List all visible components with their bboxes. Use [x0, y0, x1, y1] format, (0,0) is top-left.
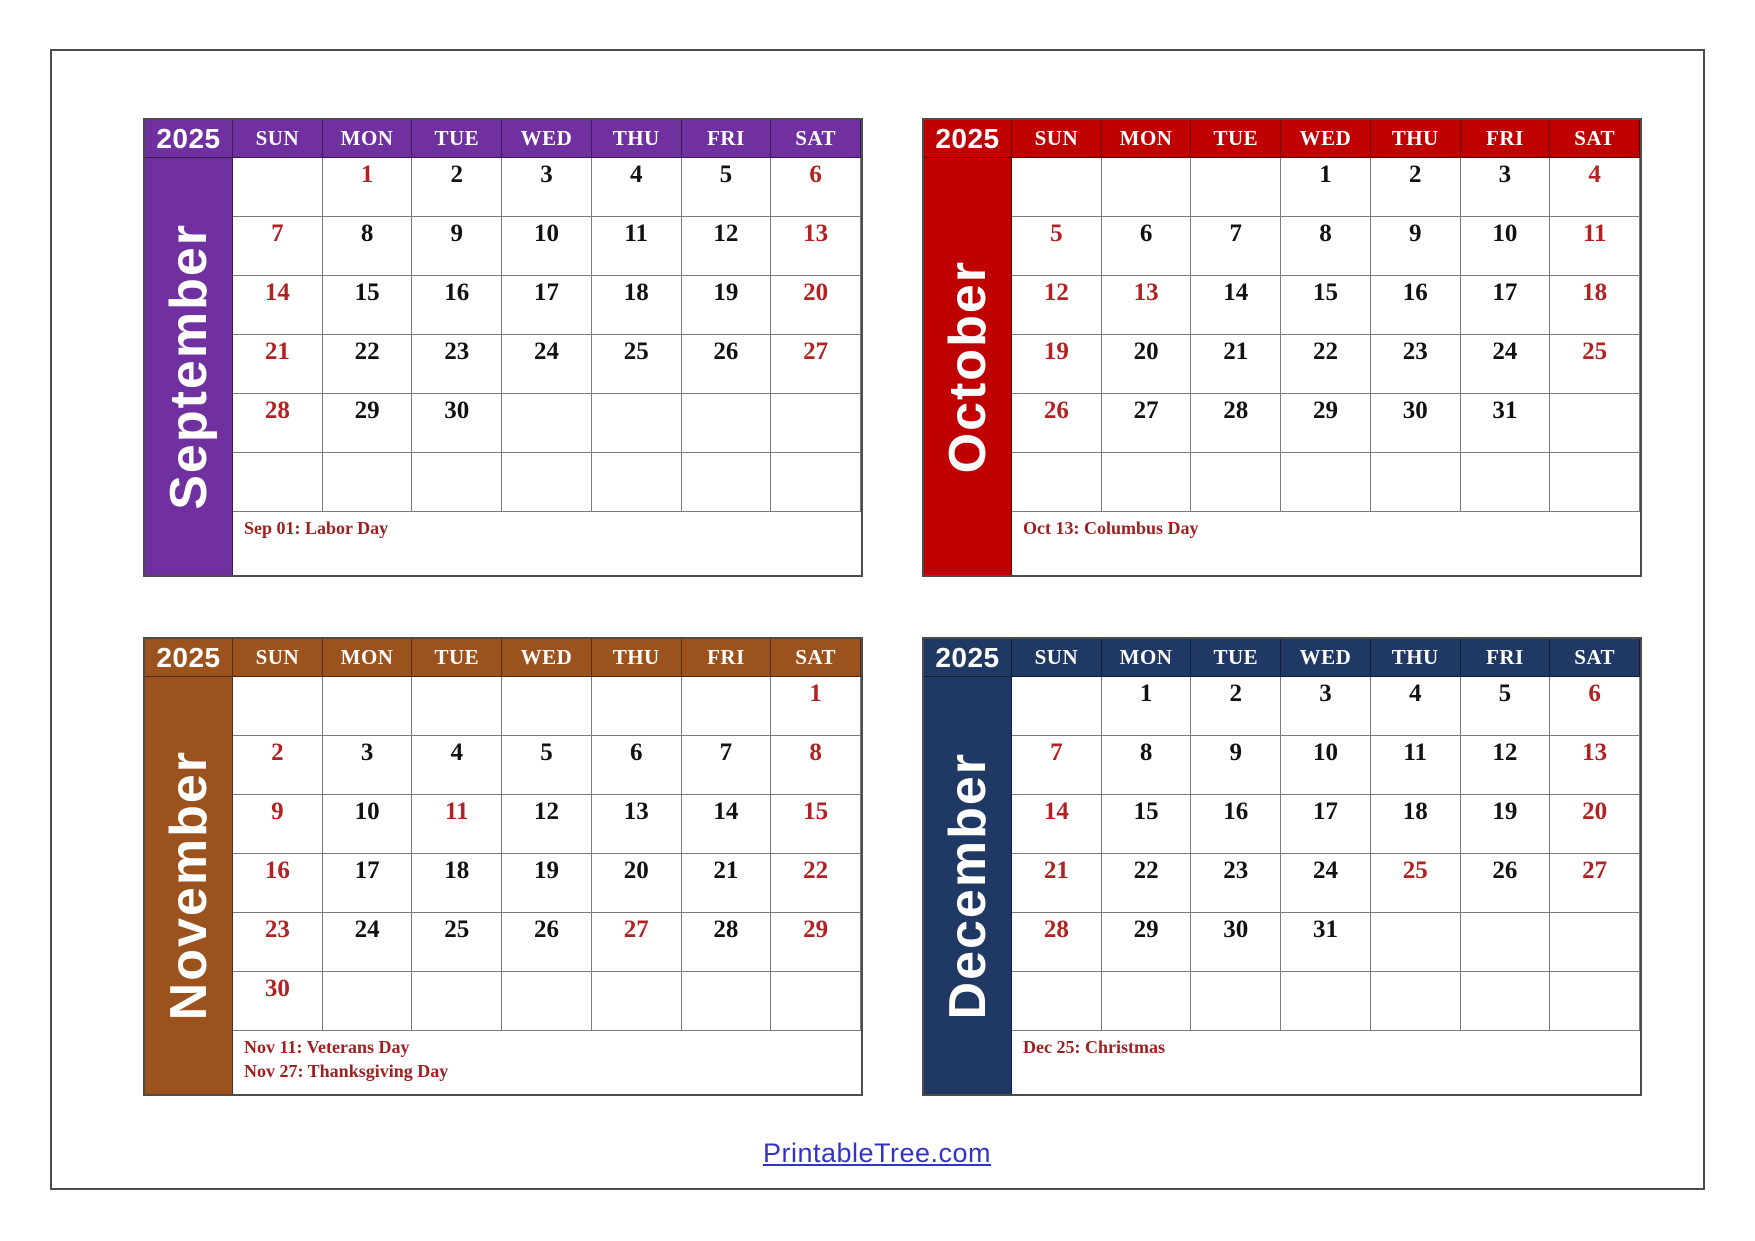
- empty-date-cell: [1191, 158, 1281, 217]
- date-cell-december-28: 28: [1012, 913, 1102, 972]
- date-cell-september-24: 24: [502, 335, 592, 394]
- empty-date-cell: [502, 453, 592, 512]
- date-cell-november-8: 8: [771, 736, 861, 795]
- date-cell-september-3: 3: [502, 158, 592, 217]
- day-header-sat: SAT: [771, 120, 861, 158]
- month-name-label: November: [159, 750, 218, 1021]
- date-cell-october-9: 9: [1371, 217, 1461, 276]
- date-cell-december-18: 18: [1371, 795, 1461, 854]
- date-cell-september-10: 10: [502, 217, 592, 276]
- date-cell-october-4: 4: [1550, 158, 1640, 217]
- date-cell-october-11: 11: [1550, 217, 1640, 276]
- date-cell-september-15: 15: [323, 276, 413, 335]
- empty-date-cell: [1371, 913, 1461, 972]
- empty-date-cell: [323, 972, 413, 1031]
- date-cell-september-28: 28: [233, 394, 323, 453]
- holiday-note: Nov 27: Thanksgiving Day: [244, 1060, 449, 1081]
- day-header-thu: THU: [592, 639, 682, 677]
- empty-date-cell: [592, 453, 682, 512]
- day-header-wed: WED: [1281, 120, 1371, 158]
- holiday-note: Sep 01: Labor Day: [244, 518, 389, 538]
- date-cell-november-27: 27: [592, 913, 682, 972]
- date-cell-september-23: 23: [412, 335, 502, 394]
- day-header-tue: TUE: [412, 120, 502, 158]
- date-cell-december-21: 21: [1012, 854, 1102, 913]
- date-cell-december-8: 8: [1102, 736, 1192, 795]
- date-cell-december-4: 4: [1371, 677, 1461, 736]
- day-header-fri: FRI: [682, 120, 772, 158]
- date-cell-october-1: 1: [1281, 158, 1371, 217]
- date-cell-october-16: 16: [1371, 276, 1461, 335]
- empty-date-cell: [771, 394, 861, 453]
- date-cell-december-11: 11: [1371, 736, 1461, 795]
- date-cell-october-3: 3: [1461, 158, 1551, 217]
- date-cell-december-16: 16: [1191, 795, 1281, 854]
- date-cell-november-11: 11: [412, 795, 502, 854]
- date-cell-december-29: 29: [1102, 913, 1192, 972]
- day-header-sun: SUN: [233, 120, 323, 158]
- month-sidebar-september: [145, 158, 233, 575]
- date-cell-december-26: 26: [1461, 854, 1551, 913]
- empty-date-cell: [1012, 677, 1102, 736]
- day-header-tue: TUE: [1191, 639, 1281, 677]
- year-badge-december: 2025: [924, 639, 1012, 677]
- date-cell-october-12: 12: [1012, 276, 1102, 335]
- date-cell-october-19: 19: [1012, 335, 1102, 394]
- date-cell-october-18: 18: [1550, 276, 1640, 335]
- empty-date-cell: [323, 453, 413, 512]
- calendar-december: [922, 637, 1642, 1096]
- date-cell-october-7: 7: [1191, 217, 1281, 276]
- empty-date-cell: [1371, 972, 1461, 1031]
- date-cell-october-24: 24: [1461, 335, 1551, 394]
- empty-date-cell: [412, 972, 502, 1031]
- date-cell-september-14: 14: [233, 276, 323, 335]
- holiday-note: Dec 25: Christmas: [1023, 1037, 1165, 1057]
- empty-date-cell: [233, 677, 323, 736]
- date-cell-november-29: 29: [771, 913, 861, 972]
- empty-date-cell: [682, 394, 772, 453]
- holiday-area-november: [233, 1031, 861, 1094]
- empty-date-cell: [1281, 453, 1371, 512]
- empty-date-cell: [323, 677, 413, 736]
- empty-date-cell: [1102, 158, 1192, 217]
- empty-date-cell: [502, 394, 592, 453]
- month-name-label: September: [159, 223, 218, 510]
- date-cell-september-19: 19: [682, 276, 772, 335]
- empty-date-cell: [502, 972, 592, 1031]
- holiday-area-december: [1012, 1031, 1640, 1094]
- date-cell-october-10: 10: [1461, 217, 1551, 276]
- date-cell-december-14: 14: [1012, 795, 1102, 854]
- date-cell-october-5: 5: [1012, 217, 1102, 276]
- empty-date-cell: [1191, 453, 1281, 512]
- empty-date-cell: [682, 453, 772, 512]
- date-cell-october-28: 28: [1191, 394, 1281, 453]
- empty-date-cell: [1461, 453, 1551, 512]
- date-cell-november-16: 16: [233, 854, 323, 913]
- day-header-wed: WED: [1281, 639, 1371, 677]
- holiday-area-october: [1012, 512, 1640, 575]
- date-cell-september-26: 26: [682, 335, 772, 394]
- empty-date-cell: [1550, 453, 1640, 512]
- date-cell-november-6: 6: [592, 736, 682, 795]
- empty-date-cell: [592, 394, 682, 453]
- empty-date-cell: [771, 972, 861, 1031]
- year-badge-october: 2025: [924, 120, 1012, 158]
- empty-date-cell: [233, 453, 323, 512]
- date-cell-december-3: 3: [1281, 677, 1371, 736]
- date-cell-november-26: 26: [502, 913, 592, 972]
- day-header-thu: THU: [592, 120, 682, 158]
- empty-date-cell: [1461, 972, 1551, 1031]
- date-cell-november-2: 2: [233, 736, 323, 795]
- day-header-thu: THU: [1371, 120, 1461, 158]
- date-cell-december-20: 20: [1550, 795, 1640, 854]
- date-cell-october-15: 15: [1281, 276, 1371, 335]
- date-cell-november-22: 22: [771, 854, 861, 913]
- date-cell-september-2: 2: [412, 158, 502, 217]
- date-cell-november-13: 13: [592, 795, 682, 854]
- empty-date-cell: [592, 677, 682, 736]
- date-cell-december-6: 6: [1550, 677, 1640, 736]
- date-cell-september-6: 6: [771, 158, 861, 217]
- date-cell-november-4: 4: [412, 736, 502, 795]
- holiday-note: Oct 13: Columbus Day: [1023, 518, 1199, 538]
- footer-link[interactable]: PrintableTree.com: [762, 1138, 992, 1168]
- date-cell-november-24: 24: [323, 913, 413, 972]
- date-cell-november-9: 9: [233, 795, 323, 854]
- day-header-fri: FRI: [1461, 120, 1551, 158]
- date-cell-october-13: 13: [1102, 276, 1192, 335]
- date-cell-october-6: 6: [1102, 217, 1192, 276]
- date-cell-december-22: 22: [1102, 854, 1192, 913]
- date-cell-december-23: 23: [1191, 854, 1281, 913]
- date-cell-september-9: 9: [412, 217, 502, 276]
- month-sidebar-october: [924, 158, 1012, 575]
- date-cell-september-27: 27: [771, 335, 861, 394]
- date-cell-november-23: 23: [233, 913, 323, 972]
- date-cell-september-30: 30: [412, 394, 502, 453]
- empty-date-cell: [1102, 453, 1192, 512]
- date-cell-december-5: 5: [1461, 677, 1551, 736]
- date-cell-december-24: 24: [1281, 854, 1371, 913]
- month-sidebar-december: [924, 677, 1012, 1094]
- date-cell-september-13: 13: [771, 217, 861, 276]
- date-cell-november-25: 25: [412, 913, 502, 972]
- date-cell-november-18: 18: [412, 854, 502, 913]
- day-header-sat: SAT: [771, 639, 861, 677]
- date-cell-september-12: 12: [682, 217, 772, 276]
- date-cell-october-27: 27: [1102, 394, 1192, 453]
- date-cell-october-26: 26: [1012, 394, 1102, 453]
- date-cell-december-17: 17: [1281, 795, 1371, 854]
- date-cell-september-17: 17: [502, 276, 592, 335]
- empty-date-cell: [1281, 972, 1371, 1031]
- date-cell-november-1: 1: [771, 677, 861, 736]
- empty-date-cell: [1191, 972, 1281, 1031]
- day-header-sun: SUN: [233, 639, 323, 677]
- date-cell-october-30: 30: [1371, 394, 1461, 453]
- empty-date-cell: [682, 972, 772, 1031]
- month-name-label: December: [938, 751, 997, 1020]
- day-header-tue: TUE: [1191, 120, 1281, 158]
- empty-date-cell: [1012, 453, 1102, 512]
- date-cell-september-22: 22: [323, 335, 413, 394]
- calendar-september: [143, 118, 863, 577]
- calendar-october: [922, 118, 1642, 577]
- empty-date-cell: [502, 677, 592, 736]
- date-cell-october-22: 22: [1281, 335, 1371, 394]
- date-cell-december-12: 12: [1461, 736, 1551, 795]
- date-cell-december-27: 27: [1550, 854, 1640, 913]
- date-cell-september-8: 8: [323, 217, 413, 276]
- holiday-note: Nov 11: Veterans Day: [244, 1037, 410, 1057]
- day-header-mon: MON: [323, 120, 413, 158]
- day-header-fri: FRI: [682, 639, 772, 677]
- date-cell-november-7: 7: [682, 736, 772, 795]
- date-cell-october-29: 29: [1281, 394, 1371, 453]
- date-cell-november-19: 19: [502, 854, 592, 913]
- date-cell-october-8: 8: [1281, 217, 1371, 276]
- date-cell-october-31: 31: [1461, 394, 1551, 453]
- date-cell-november-21: 21: [682, 854, 772, 913]
- date-cell-november-28: 28: [682, 913, 772, 972]
- empty-date-cell: [771, 453, 861, 512]
- date-cell-december-13: 13: [1550, 736, 1640, 795]
- empty-date-cell: [1102, 972, 1192, 1031]
- day-header-wed: WED: [502, 639, 592, 677]
- date-cell-september-7: 7: [233, 217, 323, 276]
- date-cell-november-12: 12: [502, 795, 592, 854]
- empty-date-cell: [1461, 913, 1551, 972]
- empty-date-cell: [1012, 158, 1102, 217]
- date-cell-november-14: 14: [682, 795, 772, 854]
- month-name-label: October: [938, 259, 997, 474]
- empty-date-cell: [682, 677, 772, 736]
- date-cell-september-1: 1: [323, 158, 413, 217]
- date-cell-october-2: 2: [1371, 158, 1461, 217]
- date-cell-december-9: 9: [1191, 736, 1281, 795]
- day-header-mon: MON: [1102, 639, 1192, 677]
- day-header-mon: MON: [323, 639, 413, 677]
- date-cell-november-3: 3: [323, 736, 413, 795]
- empty-date-cell: [233, 158, 323, 217]
- day-header-thu: THU: [1371, 639, 1461, 677]
- empty-date-cell: [1550, 972, 1640, 1031]
- date-cell-december-15: 15: [1102, 795, 1192, 854]
- day-header-mon: MON: [1102, 120, 1192, 158]
- day-header-sat: SAT: [1550, 639, 1640, 677]
- day-header-wed: WED: [502, 120, 592, 158]
- day-header-sat: SAT: [1550, 120, 1640, 158]
- empty-date-cell: [1550, 913, 1640, 972]
- holiday-area-september: [233, 512, 861, 575]
- date-cell-september-11: 11: [592, 217, 682, 276]
- date-cell-november-30: 30: [233, 972, 323, 1031]
- empty-date-cell: [1550, 394, 1640, 453]
- date-cell-september-21: 21: [233, 335, 323, 394]
- date-cell-december-10: 10: [1281, 736, 1371, 795]
- date-cell-september-29: 29: [323, 394, 413, 453]
- empty-date-cell: [412, 453, 502, 512]
- date-cell-december-1: 1: [1102, 677, 1192, 736]
- date-cell-september-5: 5: [682, 158, 772, 217]
- date-cell-september-4: 4: [592, 158, 682, 217]
- date-cell-october-20: 20: [1102, 335, 1192, 394]
- year-badge-november: 2025: [145, 639, 233, 677]
- date-cell-november-15: 15: [771, 795, 861, 854]
- day-header-fri: FRI: [1461, 639, 1551, 677]
- date-cell-december-30: 30: [1191, 913, 1281, 972]
- date-cell-december-2: 2: [1191, 677, 1281, 736]
- empty-date-cell: [1371, 453, 1461, 512]
- date-cell-december-25: 25: [1371, 854, 1461, 913]
- date-cell-november-5: 5: [502, 736, 592, 795]
- empty-date-cell: [1012, 972, 1102, 1031]
- date-cell-september-25: 25: [592, 335, 682, 394]
- date-cell-december-7: 7: [1012, 736, 1102, 795]
- date-cell-october-17: 17: [1461, 276, 1551, 335]
- day-header-sun: SUN: [1012, 639, 1102, 677]
- date-cell-october-23: 23: [1371, 335, 1461, 394]
- date-cell-september-18: 18: [592, 276, 682, 335]
- date-cell-december-19: 19: [1461, 795, 1551, 854]
- year-badge-september: 2025: [145, 120, 233, 158]
- day-header-tue: TUE: [412, 639, 502, 677]
- month-sidebar-november: [145, 677, 233, 1094]
- date-cell-october-25: 25: [1550, 335, 1640, 394]
- calendar-november: [143, 637, 863, 1096]
- date-cell-september-16: 16: [412, 276, 502, 335]
- date-cell-october-21: 21: [1191, 335, 1281, 394]
- date-cell-november-17: 17: [323, 854, 413, 913]
- date-cell-october-14: 14: [1191, 276, 1281, 335]
- empty-date-cell: [592, 972, 682, 1031]
- date-cell-september-20: 20: [771, 276, 861, 335]
- date-cell-november-20: 20: [592, 854, 682, 913]
- date-cell-november-10: 10: [323, 795, 413, 854]
- empty-date-cell: [412, 677, 502, 736]
- date-cell-december-31: 31: [1281, 913, 1371, 972]
- day-header-sun: SUN: [1012, 120, 1102, 158]
